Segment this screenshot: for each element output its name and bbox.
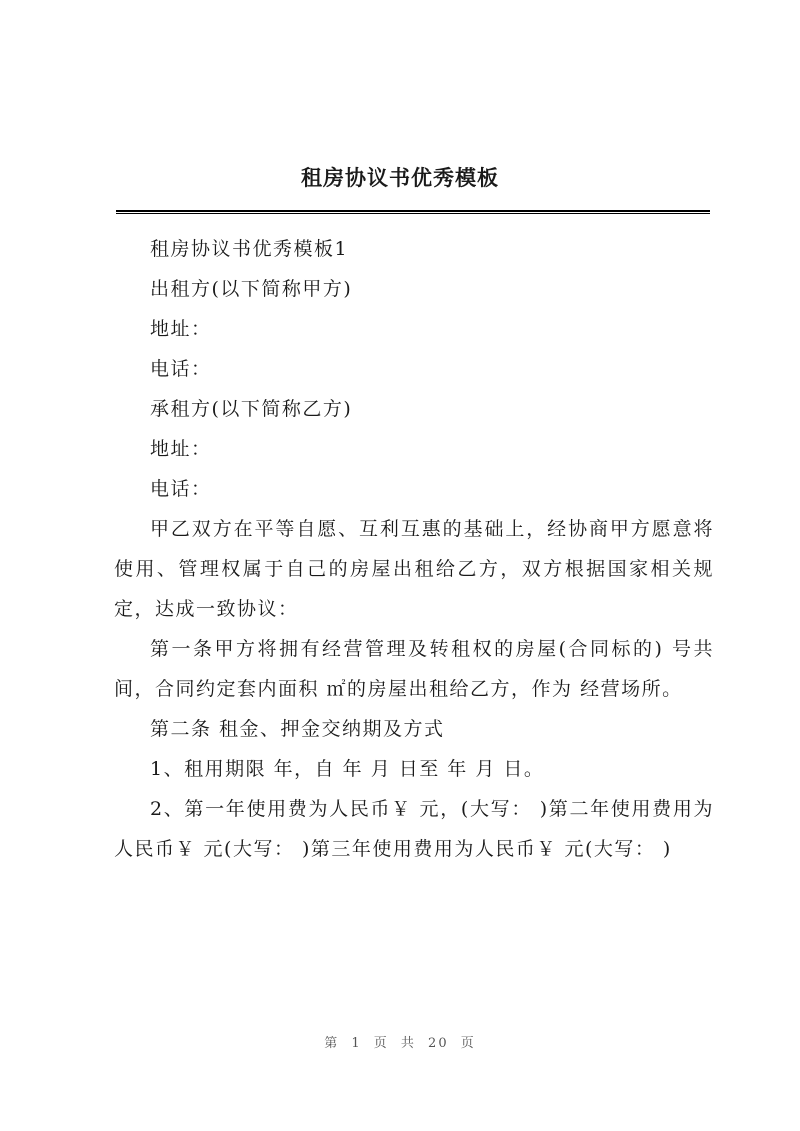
paragraph-lessee-phone: 电话： <box>150 478 212 500</box>
page-number: 第 1 页 共 20 页 <box>324 1036 476 1051</box>
page-title: 租房协议书优秀模板 <box>301 165 499 190</box>
paragraph-lessor-address: 地址： <box>150 318 212 340</box>
paragraph-lessee-address: 地址： <box>150 438 212 460</box>
paragraph-article-2-heading: 第二条 租金、押金交纳期及方式 <box>150 718 445 740</box>
paragraph-heading: 租房协议书优秀模板1 <box>150 238 349 260</box>
paragraph-lessor: 出租方(以下简称甲方) <box>150 278 353 300</box>
paragraph-lessee: 承租方(以下简称乙方) <box>150 398 353 420</box>
paragraph-article-2-item-1: 1、租用期限 年，自 年 月 日至 年 月 日。 <box>150 758 545 780</box>
title-divider <box>116 210 710 214</box>
paragraph-lessor-phone: 电话： <box>150 358 212 380</box>
paragraph-article-1: 第一条甲方将拥有经营管理及转租权的房屋(合同标的) 号共 间，合同约定套内面积 ㎡的房屋出租给乙方，作为 经营场所。 <box>114 638 714 700</box>
document-body <box>114 229 714 869</box>
paragraph-preamble: 甲乙双方在平等自愿、互利互惠的基础上，经协商甲方愿意将使用、管理权属于自己的房屋出租给乙方，双方根据国家相关规定，达成一致协议： <box>114 518 714 620</box>
paragraph-article-2-item-2: 2、第一年使用费为人民币￥ 元，(大写： )第二年使用费用为人民币￥ 元(大写： )第三年使用费用为人民币￥ 元(大写： ) <box>114 798 714 860</box>
